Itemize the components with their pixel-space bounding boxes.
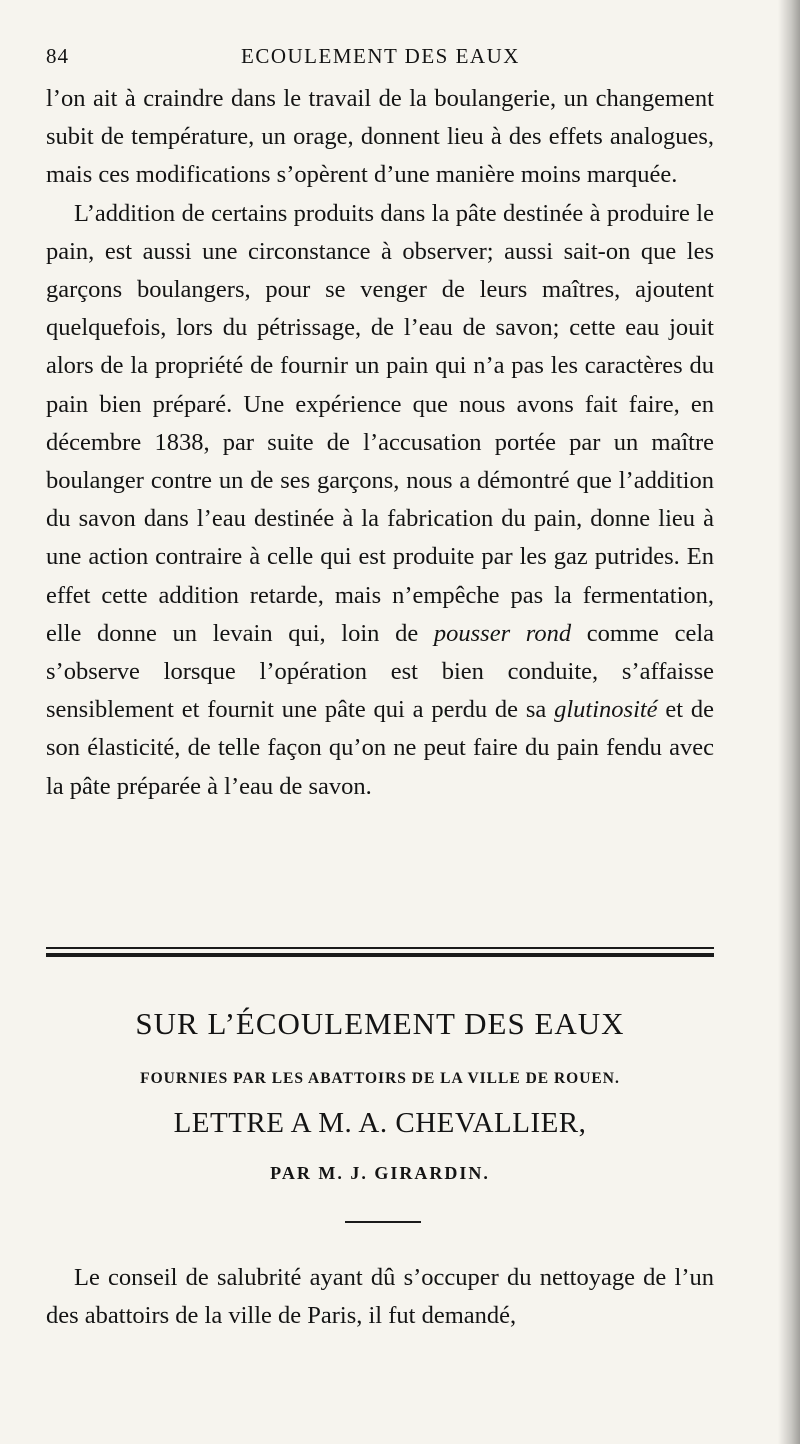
paragraph-soap-addition [46,195,714,806]
paragraph-article-opening: Le conseil de salubrité ayant dû s’occuper du nettoyage de l’un des abattoirs de la ville de Paris, il fut demandé, [46,1264,714,1330]
body-text-top [46,80,714,806]
page-edge-shadow [778,0,800,1444]
running-title: ECOULEMENT DES EAUX [241,44,520,68]
page-number: 84 [46,44,69,68]
divider-thin-line [46,947,714,949]
article-title: SUR L’ÉCOULEMENT DES EAUX [135,1006,625,1041]
italic-word-glutinosite: glutinosité [554,696,658,724]
italic-phrase-pousser-rond: pousser rond [433,619,572,647]
paragraph-text-part-3: et de son élasticité, de telle façon qu’on ne peut faire du pain fendu avec la pâte préparée à l’eau de savon. [46,696,714,800]
paragraph-text-part-1: L’addition de certains produits dans la pâte destinée à produire le pain, est aussi une circonstance à observer; aussi sait-on que les garçons boulangers, pour se venger de leurs maîtres, ajoutent quelquefois, lors du pétrissage, de l’eau de savon; cette eau jouit alors de la propriété de fournir un pain qui n’a pas les caractères du pain bien préparé. Une expérience que nous avons fait faire, en décembre 1838, par suite de l’accusation portée par un maître boulanger contre un de ses garçons, nous a démontré que l’addition du savon dans l’eau destinée à la fabrication du pain, donne lieu à une action contraire à celle qui est produite par les gaz putrides. En effet cette addition retarde, mais n’empêche pas la fermentation, elle donne un levain qui, loin de [46,199,714,647]
section-divider-double-rule [46,947,714,959]
article-subtitle: FOURNIES PAR LES ABATTOIRS DE LA VILLE DE ROUEN. [140,1070,620,1087]
short-rule [345,1221,421,1223]
running-head [46,44,726,74]
letter-title: LETTRE A M. A. CHEVALLIER, [173,1107,587,1139]
paragraph-continuation: l’on ait à craindre dans le travail de la boulangerie, un changement subit de température, un orage, donnent lieu à des effets analogues, mais ces modifications s’opèrent d’une manière moins marquée. [46,85,714,189]
paragraph-text-part-2: comme cela s’observe lorsque l’opération est bien conduite, s’affaisse sensiblement et fournit une pâte qui a perdu de sa [46,619,714,724]
author-byline: PAR M. J. GIRARDIN. [270,1163,490,1183]
divider-thick-line [46,953,714,957]
